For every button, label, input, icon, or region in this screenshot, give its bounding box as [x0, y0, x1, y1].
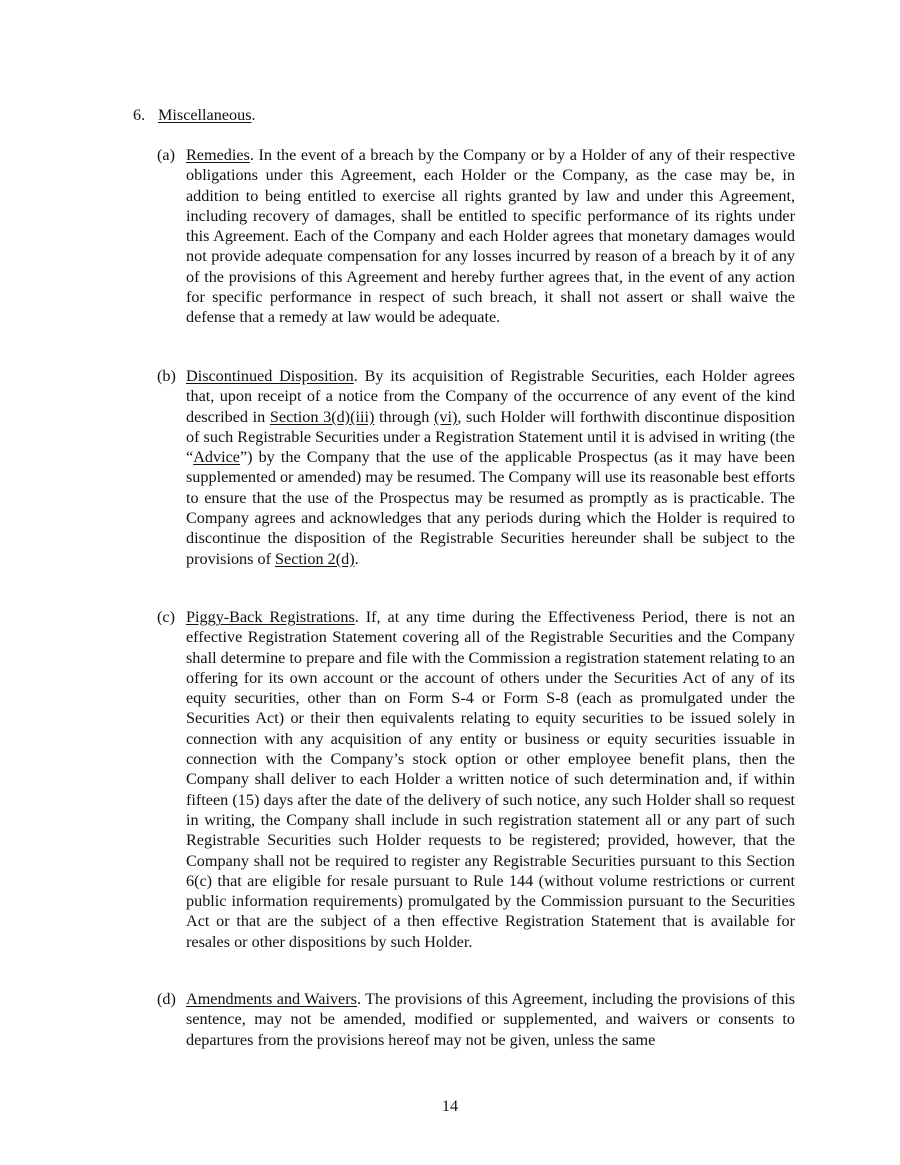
paragraph-heading: Piggy-Back Registrations — [186, 608, 355, 626]
paragraph-heading: Remedies — [186, 146, 250, 164]
paragraph-text: . By its acquisition of Registrable Securities, each Holder agrees that, upon receipt of a notice from the Company of the occurrence of any event of the kind described in — [186, 367, 795, 426]
paragraph-text: , such Holder will forthwith discontinue disposition of such Registrable Securities under a Registration Statement until it is advised in writing (the “ — [186, 407, 795, 467]
paragraph-label: (c) — [157, 608, 175, 626]
paragraph-heading: Amendments and Waivers — [186, 990, 357, 1008]
paragraph-discontinued-disposition — [157, 366, 795, 569]
paragraph-text: through — [374, 407, 434, 426]
section-title-period: . — [251, 106, 256, 124]
paragraph-label: (d) — [157, 990, 176, 1008]
section-reference: (vi) — [433, 407, 458, 426]
section-title: Miscellaneous — [158, 106, 252, 124]
section-reference: Section 3(d)(iii) — [269, 407, 375, 426]
page-number: 14 — [441, 1097, 459, 1115]
section-heading — [133, 105, 256, 125]
paragraph-amendments-and-waivers — [157, 989, 795, 1050]
paragraph-heading: Discontinued Disposition — [186, 367, 354, 385]
section-reference: Section 2(d) — [275, 549, 355, 568]
defined-term: Advice — [193, 448, 240, 467]
paragraph-text: . In the event of a breach by the Company or by a Holder of any of their respective obligations under this Agreement, each Holder or the Company, as the case may be, in addition to being entitled to exercise all rights granted by law and under this Agreement, including recovery of damages, shall be entitled to specific performance of its rights under this Agreement. Each of the Company and each Holder agrees that monetary damages would not provide adequate compensation for any losses incurred by reason of a breach by it of any of the provisions of this Agreement and hereby further agrees that, in the event of any action for specific performance in respect of such breach, it shall not assert or shall waive the defense that a remedy at law would be adequate. — [186, 146, 795, 327]
paragraph-remedies — [157, 145, 795, 328]
section-number: 6. — [133, 106, 146, 124]
paragraph-label: (b) — [157, 367, 176, 385]
paragraph-text: . If, at any time during the Effectiveness Period, there is not an effective Registration Statement covering all of the Registrable Securities and the Company shall determine to prepare and file with the Commission a registration statement relating to an offering for its own account or the account of others under the Securities Act of any of its equity securities, other than on Form S-4 or Form S-8 (each as promulgated under the Securities Act) or their then equivalents relating to equity securities to be issued solely in connection with any acquisition of any entity or business or equity securities issuable in connection with the Company’s stock option or other employee benefit plans, then the Company shall deliver to each Holder a written notice of such determination and, if within fifteen (15) days after the date of the delivery of such notice, any such Holder shall so request in writing, the Company shall include in such registration statement all or any part of such Registrable Securities such Holder requests to be registered; provided, however, that the Company shall not be required to register any Registrable Securities pursuant to this Section 6(c) that are eligible for resale pursuant to Rule 144 (without volume restrictions or current public information requirements) promulgated by the Commission pursuant to the Securities Act or that are the subject of a then effective Registration Statement that is available for resales or other dispositions by such Holder. — [186, 608, 796, 951]
paragraph-text: ”) by the Company that the use of the applicable Prospectus (as it may have been supplemented or amended) may be resumed. The Company will use its reasonable best efforts to ensure that the use of the Prospectus may be resumed as promptly as is practicable. The Company agrees and acknowledges that any periods during which the Holder is required to discontinue the disposition of the Registrable Securities hereunder shall be subject to the provisions of — [186, 448, 795, 568]
paragraph-piggy-back-registrations — [157, 607, 796, 952]
paragraph-text: . The provisions of this Agreement, including the provisions of this sentence, may not be amended, modified or supplemented, and waivers or consents to departures from the provisions hereof may not be given, unless the same — [186, 990, 795, 1049]
paragraph-label: (a) — [157, 146, 175, 164]
paragraph-text: . — [354, 549, 359, 568]
